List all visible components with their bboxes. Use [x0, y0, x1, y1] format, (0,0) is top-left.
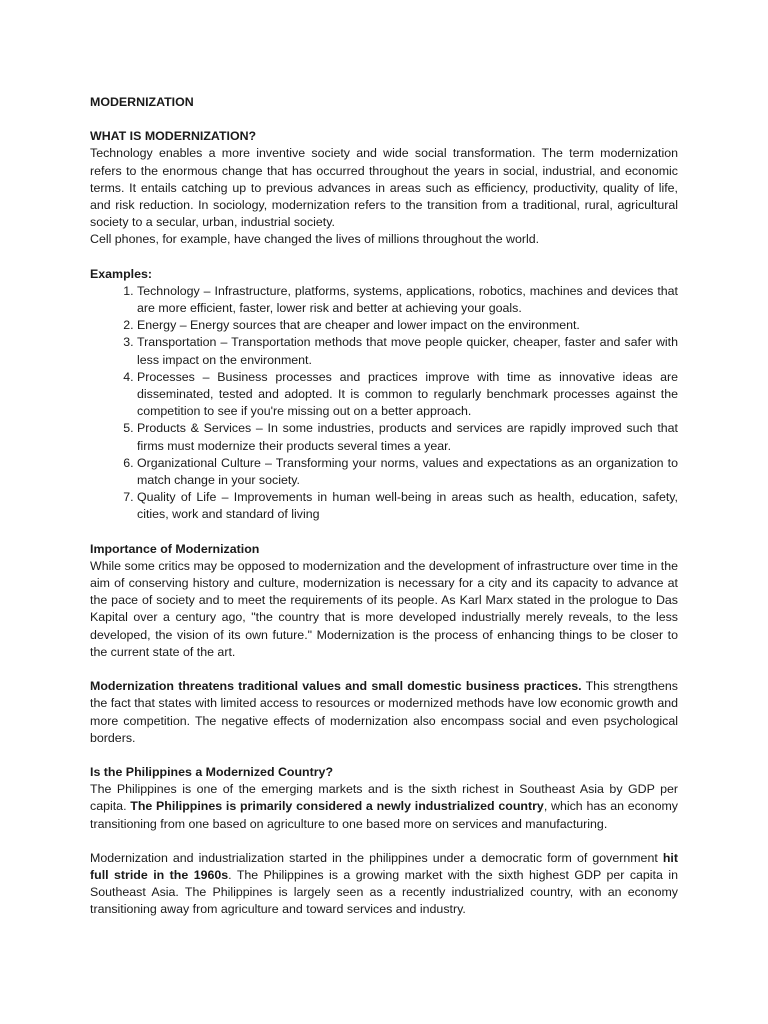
example-item: 6. Organizational Culture – Transforming your norms, values and expectations as an organization to match change in your society.	[137, 455, 678, 489]
threatens-text: This strengthens the fact that states with limited access to resources or modernized methods have low economic growth and more competition. The negative effects of modernization also encompass social and even psychological borders.	[90, 679, 678, 745]
philippines-text-b: , which has an economy transitioning from one based on agriculture to one based more on services and manufacturing.	[90, 799, 679, 831]
threatens-paragraph	[90, 678, 678, 747]
example-item: 2. Energy – Energy sources that are cheaper and lower impact on the environment.	[137, 317, 678, 334]
example-item: 3. Transportation – Transportation methods that move people quicker, cheaper, faster and safer with less impact on the environment.	[137, 334, 678, 368]
examples-heading: Examples:	[90, 266, 152, 281]
industrialization-text-b: . The Philippines is a growing market with the sixth highest GDP per capita in Southeast Asia. The Philippines is largely seen as a recently industrialized country, with an economy transitioning away from agriculture and toward services and industry.	[90, 867, 678, 917]
document-title: MODERNIZATION	[90, 95, 194, 109]
importance-paragraph: While some critics may be opposed to modernization and the development of infrastructure over time in the aim of conserving history and culture, modernization is necessary for a city and its capacity to advance at the pace of society and to meet the requirements of its people. As Karl Marx stated in the prologue to Das Kapital over a century ago, "the country that is more developed industrially merely reveals, to the less developed, the vision of its own future." Modernization is the process of enhancing things to be closer to the current state of the art.	[90, 558, 678, 659]
importance-heading: Importance of Modernization	[90, 541, 260, 556]
industrialization-bold-text: hit full stride in the 1960s	[90, 850, 678, 882]
philippines-heading: Is the Philippines a Modernized Country?	[90, 764, 334, 779]
philippines-bold-text: The Philippines is primarily considered a newly industrialized country	[130, 799, 544, 814]
example-item: 7. Quality of Life – Improvements in human well-being in areas such as health, education, safety, cities, work and standard of living	[137, 489, 678, 523]
example-item: 1. Technology – Infrastructure, platforms, systems, applications, robotics, machines and devices that are more efficient, faster, lower risk and better at achieving your goals.	[137, 283, 678, 317]
examples-list	[90, 283, 678, 524]
industrialization-paragraph	[90, 850, 678, 919]
industrialization-text-a: Modernization and industrialization started in the philippines under a democratic form of government	[90, 850, 663, 865]
what-is-heading: WHAT IS MODERNIZATION?	[90, 129, 257, 144]
document-page	[90, 94, 678, 919]
threatens-bold-text: Modernization threatens traditional values and small domestic business practices.	[90, 679, 582, 694]
example-item: 4. Processes – Business processes and practices improve with time as innovative ideas are disseminated, tested and adopted. It is common to regularly benchmark processes against the competition to see if you're missing out on a better approach.	[137, 369, 678, 421]
what-is-paragraph: Technology enables a more inventive society and wide social transformation. The term modernization refers to the enormous change that has occurred throughout the years in social, industrial, and economic terms. It entails catching up to previous advances in areas such as efficiency, productivity, quality of life, and risk reduction. In sociology, modernization refers to the transition from a traditional, rural, agricultural society to a secular, urban, industrial society.	[90, 146, 678, 230]
philippines-paragraph	[90, 781, 678, 833]
cellphones-sentence: Cell phones, for example, have changed the lives of millions throughout the world.	[90, 232, 540, 247]
philippines-text-a: The Philippines is one of the emerging markets and is the sixth richest in Southeast Asia by GDP per capita.	[90, 782, 678, 814]
example-item: 5. Products & Services – In some industries, products and services are rapidly improved such that firms must modernize their products several times a year.	[137, 420, 678, 454]
